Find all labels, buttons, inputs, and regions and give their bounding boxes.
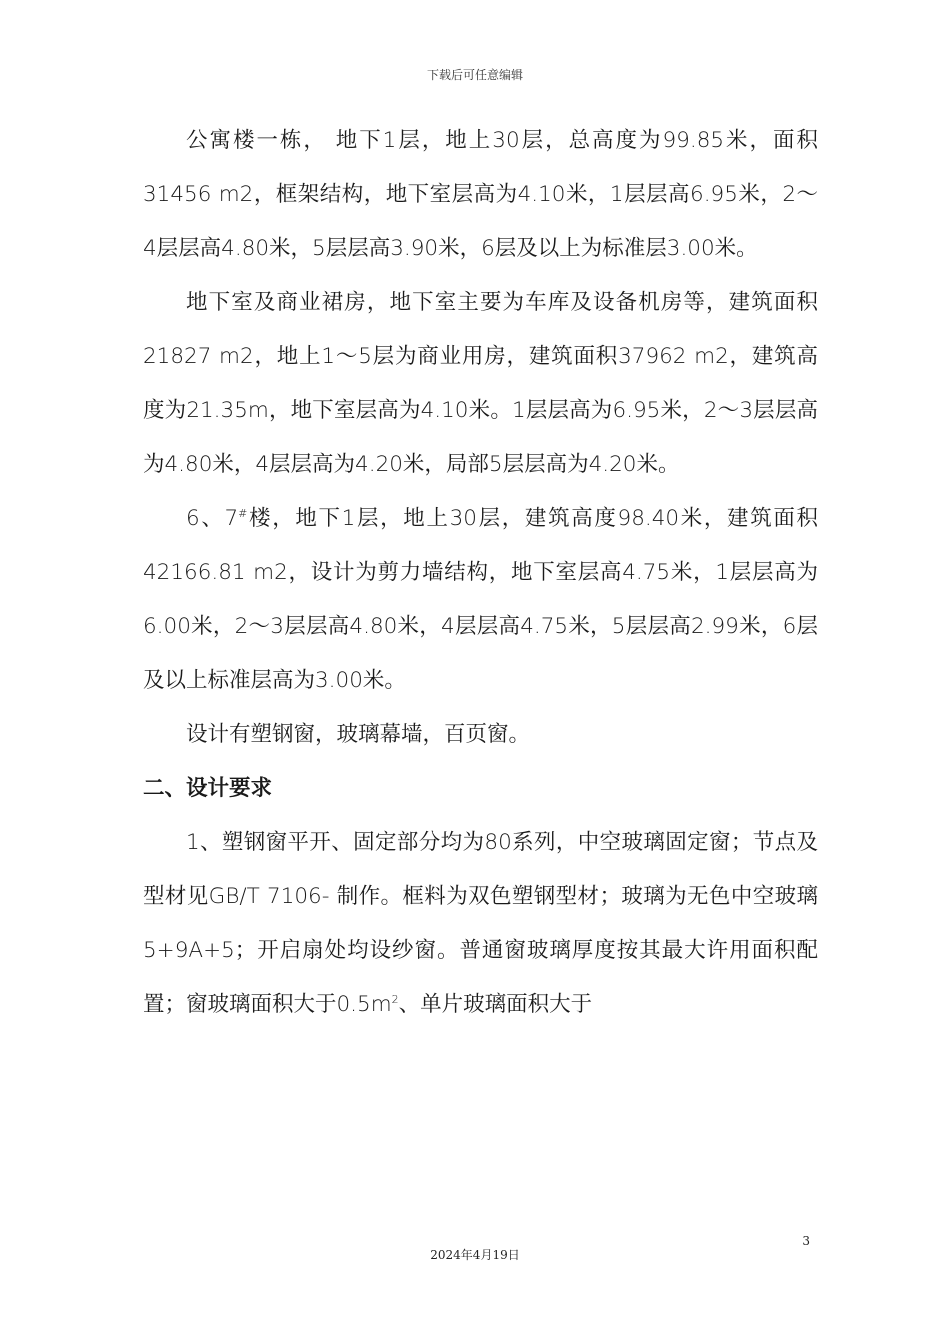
header-note: 下载后可任意编辑 xyxy=(426,68,523,82)
paragraph-text-part: 6、7 xyxy=(186,506,239,531)
footer-date: 2024年4月19日 xyxy=(430,1248,520,1262)
superscript-mark: # xyxy=(238,506,248,520)
paragraph-apartment: 公寓楼一栋， 地下1层，地上30层，总高度为99.85米，面积31456 m2，框架结构，地下室层高为4.10米，1层层高6.95米，2～4层层高4.80米，5层层高3.90米，6层及以上为标准层3.00米。 xyxy=(143,128,818,261)
paragraph-building-6-7 xyxy=(143,492,818,708)
paragraph-text-part: 、单片玻璃面积大于 xyxy=(398,992,593,1017)
paragraph-text-part: 1、塑钢窗平开、固定部分均为80系列，中空玻璃固定窗；节点及型材见GB/T 7106- 制作。框料为双色塑钢型材；玻璃为无色中空玻璃5+9A+5；开启扇处均设纱窗。普通窗玻璃厚度按其最大许用面积配置；窗玻璃面积大于0.5m xyxy=(143,830,818,1017)
paragraph-windows: 设计有塑钢窗，玻璃幕墙，百页窗。 xyxy=(186,722,531,747)
section-heading: 二、设计要求 xyxy=(143,776,273,801)
body-text xyxy=(143,114,818,1032)
paragraph-basement-podium: 地下室及商业裙房，地下室主要为车库及设备机房等，建筑面积21827 m2，地上1～5层为商业用房，建筑面积37962 m2，建筑高度为21.35m，地下室层高为4.10米。1层层高为6.95米，2～3层层高为4.80米，4层层高为4.20米，局部5层层高为4.20米。 xyxy=(143,290,818,477)
page-number: 3 xyxy=(802,1234,810,1248)
paragraph-requirement-1 xyxy=(143,816,818,1032)
superscript-mark: 2 xyxy=(391,992,399,1006)
paragraph-text-part: 楼，地下1层，地上30层，建筑高度98.40米，建筑面积42166.81 m2，设计为剪力墙结构，地下室层高4.75米，1层层高为6.00米，2～3层层高4.80米，4层层高4.75米，5层层高2.99米，6层及以上标准层高为3.00米。 xyxy=(143,506,819,693)
